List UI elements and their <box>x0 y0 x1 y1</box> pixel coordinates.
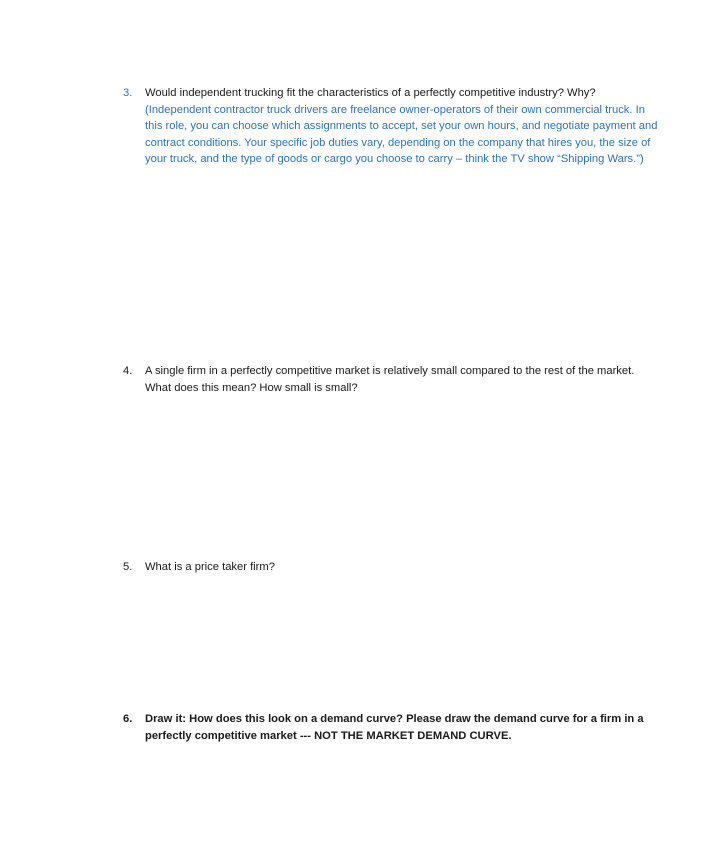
question-text: A single firm in a perfectly competitive market is relatively small compared to the rest of the market. What does this mean? How small is small? <box>145 365 635 394</box>
question-text: Draw it: How does this look on a demand curve? Please draw the demand curve for a firm in a perfectly competitive market --- NOT THE MARKET DEMAND CURVE. <box>145 713 644 742</box>
question-text: Would independent trucking fit the characteristics of a perfectly competitive industry? Why? <box>145 87 596 99</box>
question-number: 5. <box>123 561 133 573</box>
question-number: 3. <box>123 87 133 99</box>
question-text: What is a price taker firm? <box>145 561 275 573</box>
question-number: 6. <box>123 713 133 725</box>
question-number: 4. <box>123 365 133 377</box>
question-body <box>145 85 660 168</box>
question-note: (Independent contractor truck drivers are freelance owner-operators of their own commercial truck. In this role, you can choose which assignments to accept, set your own hours, and negotiate payment and contract conditions. Your specific job duties vary, depending on the company that hires you, the size of your truck, and the type of goods or cargo you choose to carry – think the TV show “Shipping Wars.”) <box>145 103 658 165</box>
